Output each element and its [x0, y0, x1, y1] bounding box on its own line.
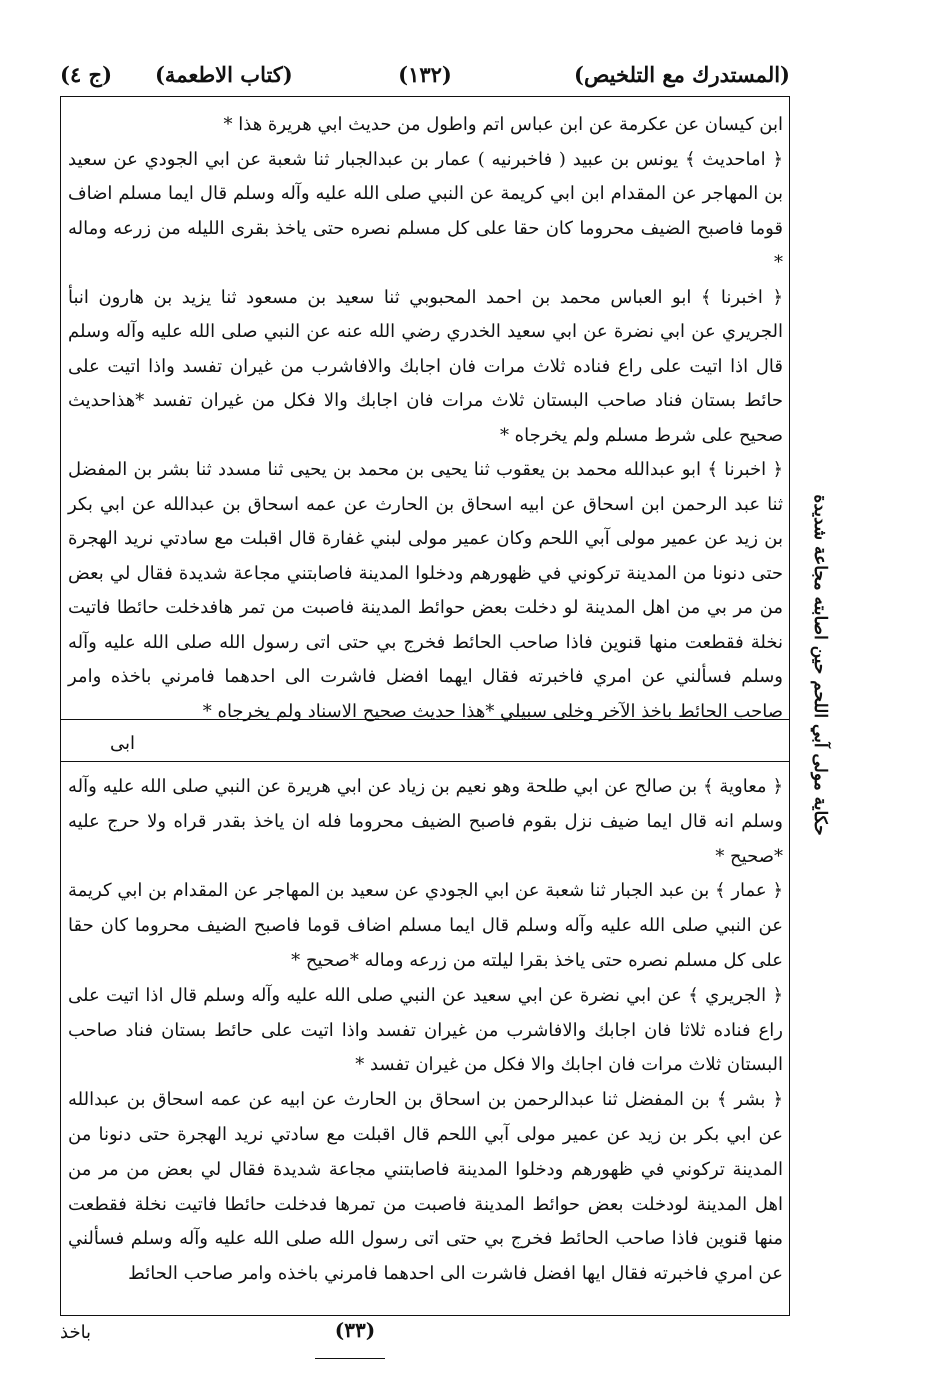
folio-number: (٣٣) [334, 1318, 376, 1342]
paragraph: ﴿ الجريري ﴾ عن ابي نضرة عن ابي سعيد عن النبي صلى الله عليه وآله وسلم قال اذا اتيت على راع فناده ثلاثا فان اجابك والافاشرب من غيران تفسد واذا اتيت على حائط بستان فناد صاحب البستان ثلاث مرات فان اجابك والا فكل من غيران تفسد * [68, 984, 783, 1076]
margin-note [800, 430, 840, 900]
paragraph: ﴿ اخبرنا ﴾ ابو العباس محمد بن احمد المحبوبي ثنا سعيد بن مسعود ثنا يزيد بن هارون انبأ الجريري عن ابي نضرة عن ابي سعيد الخدري رضي الله عنه عن النبي صلى الله عليه وآله وسلم قال اذا اتيت على راع فناده ثلاث مرات فان اجابك والافاشرب من غيران تفسد واذا اتيت على حائط بستان فناد صاحب البستان ثلاث مرات فان اجابك والا فكل من غيران تفسد *هذاحديث صحيح على شرط مسلم ولم يخرجاه * [68, 286, 783, 446]
paragraph: ابن كيسان عن عكرمة عن ابن عباس اتم واطول من حديث ابي هريرة هذا * [223, 114, 783, 135]
paragraph: ﴿ اخبرنا ﴾ ابو عبدالله محمد بن يعقوب ثنا يحيى بن محمد بن يحيى ثنا مسدد ثنا بشر بن المفضل ثنا عبد الرحمن ابن اسحاق عن ابيه اسحاق بن الحارث عن عمه اسحاق بن عبدالله عن ابي بكر بن زيد عن عمير مولى آبي اللحم وكان عمير مولى لبني غفارة قال اقبلت مع سادتي نريد الهجرة حتى دنونا من المدينة تركوني في ظهورهم ودخلوا المدينة فاصابتني مجاعة شديدة فقال لي بعض من مر بي من اهل المدينة لو دخلت بعض حوائط المدينة فاصبت من تمر هافدخلت حائطا فاتيت نخلة فقطعت منها قنوين فاذا صاحب الحائط فخرج بي حتى اتى رسول الله صلى الله عليه وآله وسلم فسألني عن امري فاخبرته فقال ايهما افضل فاشرت الى احدهما فامرني باخذه وامر صاحب الحائط باخذ الآخر وخلى سبيلي *هذا حديث صحيح الاسناد ولم يخرجاه * [68, 459, 783, 722]
interlinear-note: ابى [110, 733, 136, 754]
margin-note-text: حكاية مولى آبي اللحم حين اصابته مجاعة شديدة [810, 494, 830, 836]
main-text [68, 108, 783, 729]
running-header [60, 62, 790, 94]
paragraph: ﴿ معاوية ﴾ بن صالح عن ابي طلحة وهو نعيم بن زياد عن ابي هريرة عن النبي صلى الله عليه وآله وسلم انه قال ايما ضيف نزل بقوم فاصبح الضيف محروما فله ان ياخذ بقدر قراه ولا حرج عليه *صحيح * [68, 776, 783, 867]
paragraph: ﴿ اماحديث ﴾ يونس بن عبيد ( فاخبرنيه ) عمار بن عبدالجبار ثنا شعبة عن ابي الجودي عن سعيد بن المهاجر عن المقدام ابن ابي كريمة عن النبي صلى الله عليه وآله وسلم قال ايما مسلم اضاف قوما فاصبح الضيف محروما كان حقا على كل مسلم نصره حتى ياخذ بقرى الليله من زرعه وماله * [68, 148, 783, 273]
volume-number: (ج ٤) [60, 62, 113, 87]
chapter-title: (كتاب الاطعمة) [155, 62, 293, 87]
section-divider-lower [61, 761, 789, 762]
talkhis-text [68, 770, 783, 1292]
catchword: باخذ [60, 1322, 92, 1343]
page-number: (١٣٢) [398, 62, 452, 87]
paragraph: ﴿ عمار ﴾ بن عبد الجبار ثنا شعبة عن ابي الجودي عن سعيد بن المهاجر عن المقدام بن ابي كريمة عن النبي صلى الله عليه وآله وسلم قال ايما مسلم اضاف قوما فاصبح الضيف محروما كان حقا على كل مسلم نصره حتى ياخذ بقرا ليلته من زرعه وماله *صحيح * [68, 880, 783, 971]
book-title: (المستدرك مع التلخيص) [574, 62, 790, 87]
footer-rule [315, 1358, 385, 1359]
paragraph: ﴿ بشر ﴾ بن المفضل ثنا عبدالرحمن بن اسحاق بن الحارث عن ابيه عن عمه اسحاق بن عبدالله عن ابي بكر بن زيد عن عمير مولى آبي اللحم قال اقبلت مع سادتي نريد الهجرة حتى دنونا من المدينة تركوني في ظهورهم ودخلوا المدينة فاصابتني مجاعة شديدة فقال لي بعض من مر من اهل المدينة لودخلت بعض حوائط المدينة فاصبت من تمرها فدخلت حائطا فاتيت نخلة فقطعت منها قنوين فاذا صاحب الحائط فخرج بي حتى اتى رسول الله صلى الله عليه وآله وسلم فسألني عن امري فاخبرته فقال ايها افضل فاشرت الى احدهما فامرني باخذه وامر صاحب الحائط [68, 1089, 783, 1285]
